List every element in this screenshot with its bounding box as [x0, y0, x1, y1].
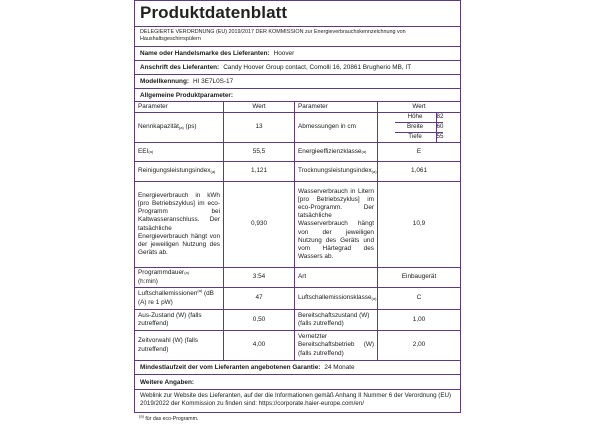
table-row	[135, 268, 460, 288]
footnote-text: für das eco-Programm.	[145, 416, 199, 423]
dimension-depth-row	[395, 133, 444, 142]
depth-label: Tiefe	[395, 133, 437, 142]
efficiency-class-label-cell: Energieeffizienzklasse (a)	[295, 143, 378, 161]
supplier-name-label: Name oder Handelsmarke des Lieferanten:	[140, 50, 270, 57]
noise-unit: (dB (A) re 1 pW)	[138, 290, 214, 306]
width-label: Breite	[395, 123, 437, 132]
table-row	[135, 113, 460, 143]
duration-label-cell: Programmdauer (a) (h:min)	[135, 268, 224, 287]
table-row	[135, 288, 460, 310]
header-wert-right: Wert	[412, 102, 426, 110]
model-label: Modellkennung:	[140, 78, 189, 85]
duration-label: Programmdauer	[138, 269, 185, 277]
cleaning-label: Reinigungsleistungsindex	[138, 167, 211, 175]
product-datasheet	[134, 0, 461, 422]
guarantee-row	[135, 361, 460, 375]
table-row	[135, 331, 460, 361]
dimensions-values	[378, 113, 460, 142]
off-mode-value: 0,50	[224, 310, 295, 330]
energy-label: Energieverbrauch in kWh [pro Betriebszyklus] im eco-Programm bei Kaltwasseranschluss. Der tatsächliche Energieverbrauch hängt von der jeweiligen Nutzung des Geräts ab.	[135, 182, 224, 267]
footnote	[134, 413, 461, 422]
table-row	[135, 143, 460, 162]
footnote-mark: (a)	[139, 413, 144, 419]
standby-value: 1,00	[412, 315, 426, 323]
type-label: Art	[295, 268, 378, 287]
eei-label-cell: EEI (a)	[135, 143, 224, 161]
drying-label-cell: Trocknungsleistungsindex (a)	[295, 162, 378, 181]
model-row	[135, 75, 460, 89]
general-params-row	[135, 89, 460, 102]
guarantee-value: 24 Monate	[324, 364, 355, 371]
type-value: Einbaugerät	[401, 273, 437, 281]
further-info-row	[135, 375, 460, 390]
efficiency-class-value: E	[416, 147, 422, 155]
duration-value: 3:54	[224, 268, 295, 287]
cleaning-value: 1,121	[224, 162, 295, 181]
supplier-address-label: Anschrift des Lieferanten:	[140, 64, 220, 71]
model-value: HI 3E7L0S-17	[193, 78, 234, 85]
footnote-ref: (a)	[197, 288, 203, 294]
capacity-unit: (ps)	[185, 123, 197, 131]
noise-class-label: Luftschallemissionsklasse	[298, 294, 372, 302]
drying-label: Trocknungsleistungsindex	[298, 167, 372, 175]
dimensions-label: Abmessungen in cm	[295, 113, 378, 142]
noise-class-label-cell: Luftschallemissionsklasse (a)	[295, 288, 378, 309]
website-text: Weblink zur Website des Lieferanten, auf der die Informationen gemäß Anhang II Nummer 6 der Verordnung (EU) 2019/2022 der Kommission zu finden sind: https://corporate.haier-europe.com/en/	[140, 392, 452, 408]
noise-value: 47	[224, 288, 295, 309]
eei-label: EEI	[138, 147, 149, 155]
network-standby-label: Vernetzter Bereitschaftsbetrieb (W) (falls zutreffend)	[295, 331, 378, 360]
supplier-address-value: Candy Hoover Group contact, Comolli 16, 20861 Brugherio MB, IT	[223, 64, 412, 71]
width-value: 60	[436, 123, 444, 131]
drying-value: 1,061	[411, 167, 427, 175]
regulation-text: DELEGIERTE VERORDNUNG (EU) 2019/2017 DER KOMMISSION zur Energieverbrauchskennzeichnung von Haushaltsgeschirrspülern	[135, 27, 460, 47]
supplier-name-value: Hoover	[273, 50, 295, 57]
capacity-value: 13	[224, 113, 295, 142]
noise-label: Luftschallemissionen	[138, 290, 198, 298]
table-row	[135, 162, 460, 182]
network-standby-value: 2,00	[412, 341, 426, 349]
capacity-label-cell: Nennkapazität (a) (ps)	[135, 113, 224, 142]
general-params-heading: Allgemeine Produktparameter:	[140, 91, 234, 99]
height-value: 82	[436, 113, 444, 121]
delay-value: 4,00	[224, 331, 295, 360]
standby-label: Bereitschaftszustand (W) (falls zutreffend)	[295, 310, 378, 330]
energy-value: 0,930	[224, 182, 295, 267]
further-info-heading: Weitere Angaben:	[140, 378, 194, 386]
off-mode-label: Aus-Zustand (W) (falls zutreffend)	[135, 310, 224, 330]
header-param-left: Parameter	[135, 102, 224, 112]
supplier-name-row	[135, 47, 460, 61]
dimension-height-row	[395, 113, 444, 123]
guarantee-label: Mindestlaufzeit der vom Lieferanten angebotenen Garantie:	[140, 364, 321, 371]
water-value: 10,9	[412, 220, 426, 228]
height-label: Höhe	[395, 113, 437, 122]
efficiency-class-label: Energieeffizienzklasse	[298, 147, 362, 155]
duration-unit: (h:min)	[138, 277, 158, 285]
noise-label-cell	[135, 288, 224, 309]
datasheet-frame	[134, 0, 461, 413]
table-row	[135, 310, 460, 331]
noise-class-value: C	[416, 294, 422, 302]
eei-value: 55,5	[224, 143, 295, 161]
param-table-header	[135, 102, 460, 113]
dimension-width-row	[395, 123, 444, 133]
header-wert-left: Wert	[224, 102, 295, 112]
header-param-right: Parameter	[295, 102, 378, 112]
depth-value: 55	[436, 133, 444, 141]
capacity-label: Nennkapazität	[138, 123, 179, 131]
delay-label: Zeitvorwahl (W) (falls zutreffend)	[135, 331, 224, 360]
supplier-address-row	[135, 61, 460, 75]
table-row	[135, 182, 460, 268]
water-label: Wasserverbrauch in Litern [pro Betriebszyklus] im eco-Programm. Der tatsächliche Wasserverbrauch hängt von der jeweiligen Nutzung des Geräts und vom Härtegrad des Wassers ab.	[295, 182, 378, 267]
page-title: Produktdatenblatt	[135, 1, 460, 27]
cleaning-label-cell: Reinigungsleistungsindex (a)	[135, 162, 224, 181]
